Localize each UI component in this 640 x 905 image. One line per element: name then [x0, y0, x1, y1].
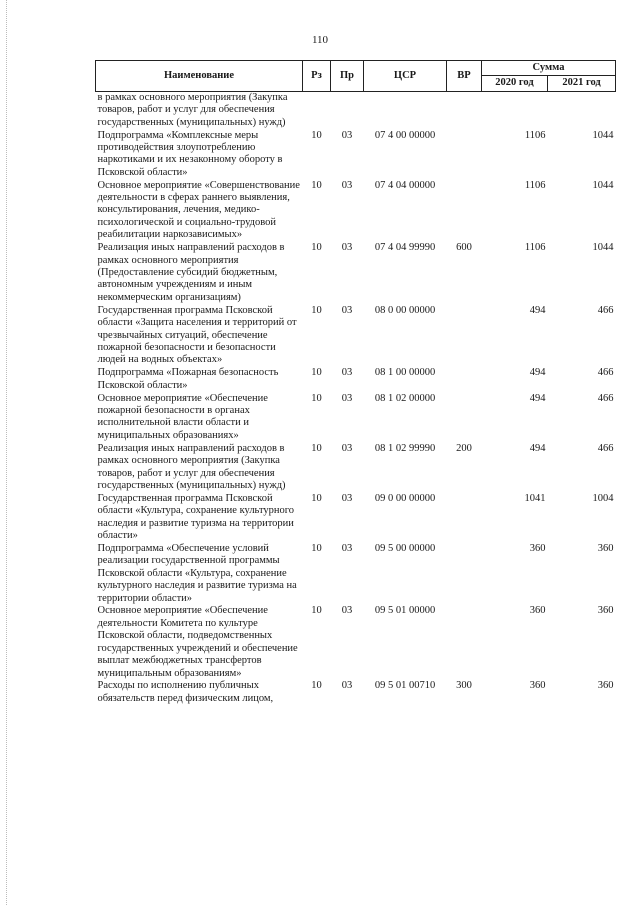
cell-csr: 08 0 00 00000 [374, 304, 436, 316]
table-row [96, 242, 616, 305]
cell-2021 [548, 91, 616, 129]
cell-2020: 1041 [524, 492, 546, 504]
cell-name: Подпрограмма «Пожарная безопасность Псковской области» [97, 367, 279, 391]
header-vr: ВР [447, 61, 482, 92]
cell-rz: 10 [311, 242, 322, 254]
table-row [96, 180, 616, 243]
table-row [96, 493, 616, 543]
cell-pr: 03 [341, 179, 353, 191]
cell-name: в рамках основного мероприятия (Закупка товаров, работ и услуг для обеспечения государственных (муниципальных) нужд) [97, 91, 288, 128]
cell-2020: 1106 [524, 242, 546, 254]
table-row [96, 393, 616, 443]
cell-rz: 10 [311, 367, 322, 379]
cell-pr: 03 [341, 129, 353, 141]
cell-2020: 494 [529, 304, 546, 316]
cell-pr [331, 91, 364, 129]
cell-pr: 03 [341, 492, 353, 504]
cell-pr: 03 [341, 367, 353, 379]
cell-2021: 466 [597, 367, 614, 379]
budget-table [95, 60, 616, 706]
table-header [96, 61, 616, 92]
cell-2020: 360 [529, 542, 546, 554]
cell-csr: 07 4 04 99990 [374, 242, 436, 254]
cell-csr: 07 4 00 00000 [374, 129, 436, 141]
cell-2020: 360 [529, 680, 546, 692]
cell-2021: 360 [597, 605, 614, 617]
cell-pr: 03 [341, 442, 353, 454]
table-row [96, 91, 616, 129]
cell-rz: 10 [311, 129, 322, 141]
cell-2021: 1044 [592, 129, 614, 141]
cell-vr [447, 543, 482, 606]
cell-vr [447, 305, 482, 368]
cell-pr: 03 [341, 392, 353, 404]
cell-vr: 600 [456, 242, 472, 254]
header-name: Наименование [96, 61, 303, 92]
header-year-2021: 2021 год [548, 76, 616, 91]
cell-rz: 10 [311, 392, 322, 404]
cell-csr: 08 1 02 99990 [374, 442, 436, 454]
cell-2021: 360 [597, 680, 614, 692]
cell-vr [447, 393, 482, 443]
header-year-2020: 2020 год [482, 76, 548, 91]
cell-name: Реализация иных направлений расходов в рамках основного мероприятия (Закупка товаров, работ и услуг для обеспечения государственных (муниципальных) нужд) [97, 442, 286, 491]
table-row [96, 605, 616, 680]
cell-vr [447, 493, 482, 543]
cell-vr [447, 367, 482, 392]
cell-pr: 03 [341, 605, 353, 617]
cell-2020 [482, 91, 548, 129]
cell-2021: 1044 [592, 179, 614, 191]
table-row [96, 543, 616, 606]
cell-2021: 466 [597, 304, 614, 316]
table-row [96, 680, 616, 705]
cell-name: Государственная программа Псковской области «Защита населения и территорий от чрезвычайных ситуаций, обеспечение пожарной безопасности и безопасности людей на водных объектах» [97, 304, 297, 366]
cell-2021: 466 [597, 442, 614, 454]
scan-edge-line [6, 0, 7, 905]
cell-rz: 10 [311, 179, 322, 191]
cell-2020: 494 [529, 392, 546, 404]
budget-sheet [95, 60, 615, 706]
cell-name: Реализация иных направлений расходов в рамках основного мероприятия (Предоставление субсидий бюджетным, автономным учреждениям и иным некоммерческим организациям) [97, 242, 285, 303]
cell-2021: 360 [597, 542, 614, 554]
cell-csr: 08 1 02 00000 [374, 392, 436, 404]
cell-2021: 1004 [592, 492, 614, 504]
cell-name: Государственная программа Псковской области «Культура, сохранение культурного наследия и развитие туризма на территории области» [97, 492, 295, 542]
cell-2020: 494 [529, 442, 546, 454]
table-row [96, 305, 616, 368]
cell-rz: 10 [311, 492, 322, 504]
cell-rz: 10 [311, 304, 322, 316]
header-rz: Рз [303, 61, 331, 92]
table-row [96, 367, 616, 392]
cell-2020: 360 [529, 605, 546, 617]
cell-pr: 03 [341, 242, 353, 254]
cell-rz: 10 [311, 680, 322, 692]
cell-vr [447, 130, 482, 180]
cell-2020: 1106 [524, 179, 546, 191]
cell-name: Подпрограмма «Комплексные меры противодействия злоупотреблению наркотиками и их незаконному обороту в Псковской области» [97, 129, 283, 178]
cell-2021: 1044 [592, 242, 614, 254]
cell-name: Основное мероприятие «Обеспечение пожарной безопасности в органах исполнительной власти области и муниципальных образованиях» [97, 392, 268, 441]
cell-vr: 300 [456, 680, 472, 692]
cell-pr: 03 [341, 680, 353, 692]
cell-csr [364, 91, 447, 129]
cell-csr: 09 5 00 00000 [374, 542, 436, 554]
table-body [96, 91, 616, 705]
cell-name: Подпрограмма «Обеспечение условий реализации государственной программы Псковской области «Культура, сохранение культурного наследия и развитие туризма на территории области» [97, 542, 297, 604]
cell-vr [447, 180, 482, 243]
cell-csr: 07 4 04 00000 [374, 179, 436, 191]
header-pr: Пр [331, 61, 364, 92]
cell-name: Основное мероприятие «Обеспечение деятельности Комитета по культуре Псковской области, подведомственных государственных учреждений и обеспечение выплат межбюджетных трансфертов муниципальным образованиям» [97, 605, 298, 679]
cell-vr: 200 [456, 442, 472, 454]
cell-vr [447, 605, 482, 680]
cell-2020: 494 [529, 367, 546, 379]
cell-vr [447, 91, 482, 129]
table-row [96, 443, 616, 493]
cell-name: Расходы по исполнению публичных обязательств перед физическим лицом, [97, 680, 274, 704]
cell-csr: 08 1 00 00000 [374, 367, 436, 379]
cell-rz: 10 [311, 442, 322, 454]
cell-csr: 09 0 00 00000 [374, 492, 436, 504]
cell-pr: 03 [341, 304, 353, 316]
cell-2021: 466 [597, 392, 614, 404]
header-csr: ЦСР [364, 61, 447, 92]
cell-name: Основное мероприятие «Совершенствование деятельности в сферах раннего выявления, консультирования, лечения, медико-психологической и социально-трудовой реабилитации наркозависимых» [97, 179, 300, 241]
cell-rz: 10 [311, 605, 322, 617]
cell-pr: 03 [341, 542, 353, 554]
cell-rz: 10 [311, 542, 322, 554]
cell-2020: 1106 [524, 129, 546, 141]
cell-csr: 09 5 01 00710 [374, 680, 436, 692]
table-row [96, 130, 616, 180]
cell-rz [303, 91, 331, 129]
page-number: 110 [311, 34, 329, 46]
header-sum: Сумма [482, 61, 616, 76]
cell-csr: 09 5 01 00000 [374, 605, 436, 617]
